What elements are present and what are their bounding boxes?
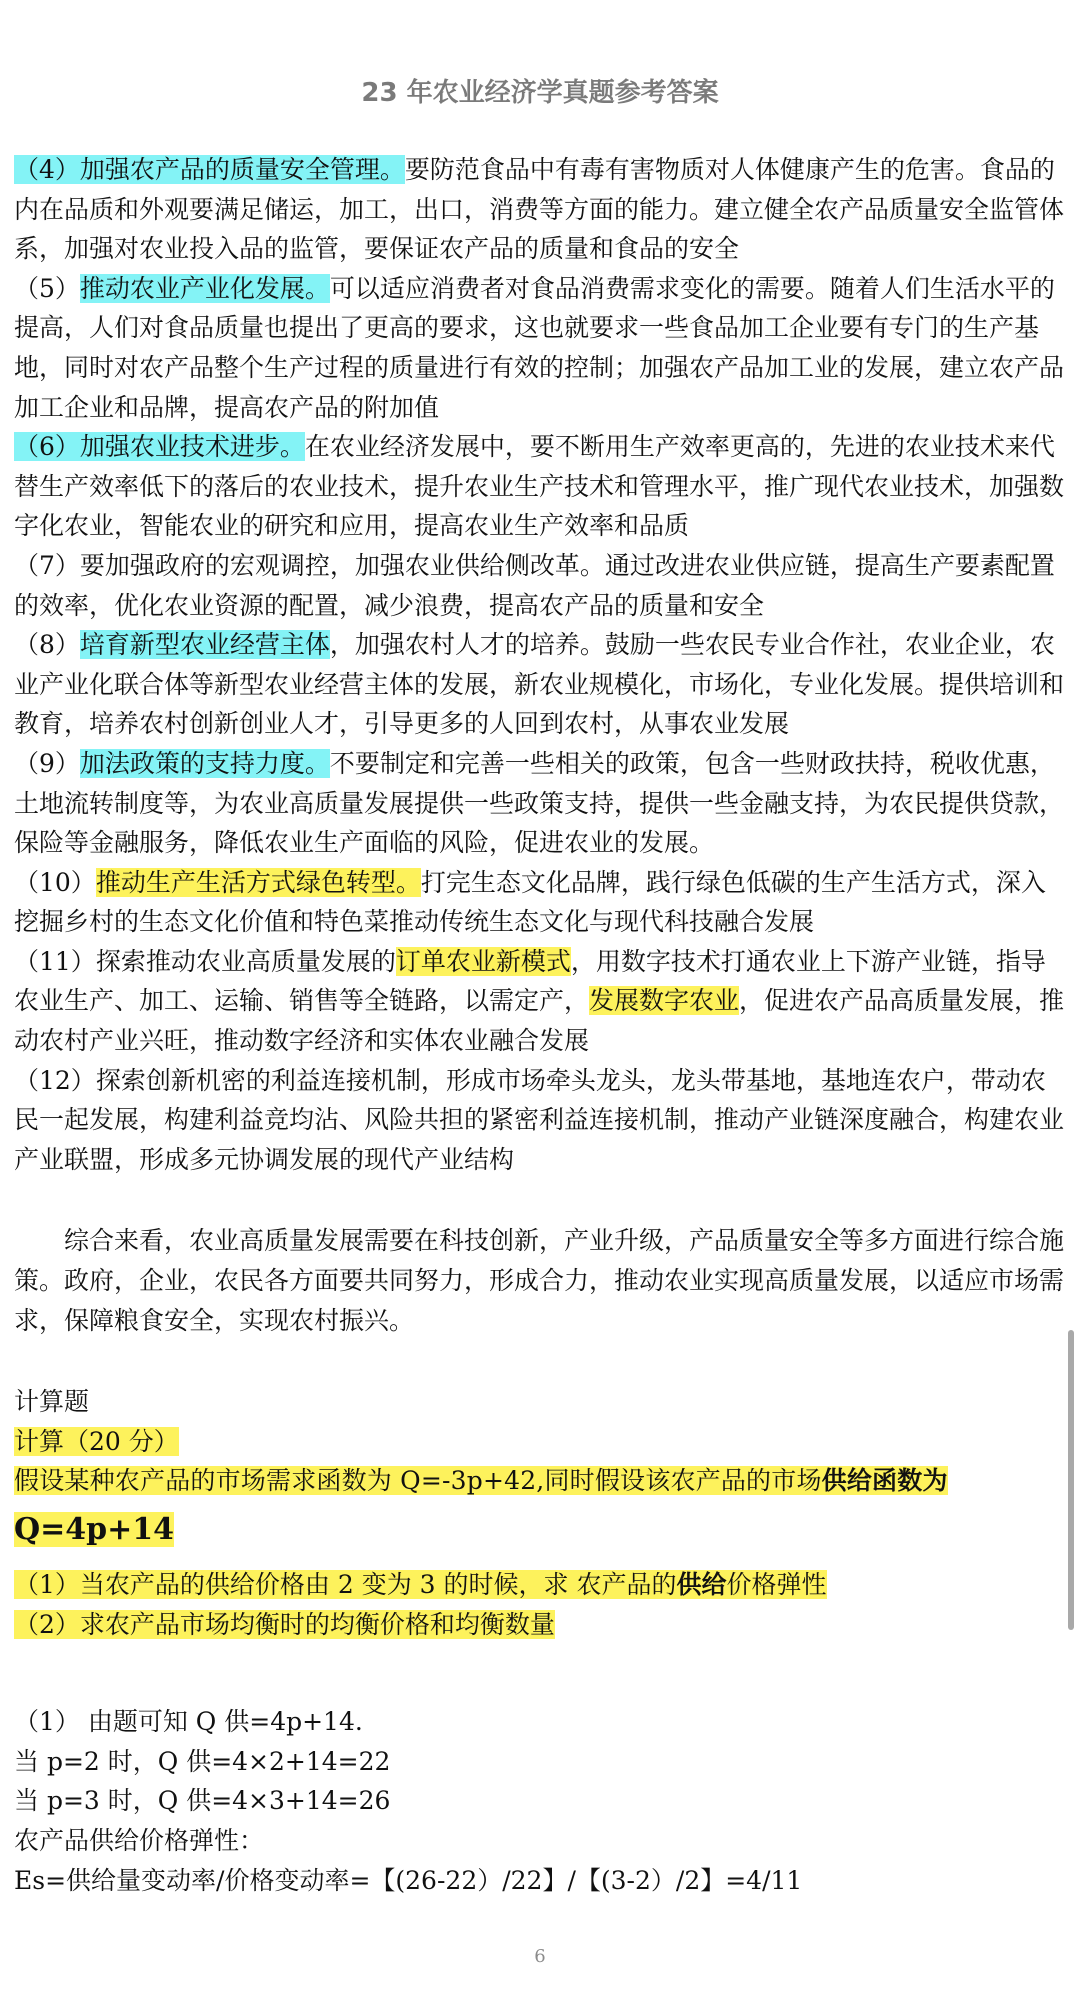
list-item: （6）加强农业技术进步。在农业经济发展中，要不断用生产效率更高的，先进的农业技术来代替生产效率低下的落后的农业技术，提升农业生产技术和管理水平，推广现代农业技术，加强数字化农业，智能农业的研究和应用，提高农业生产效率和品质 bbox=[14, 432, 1065, 541]
list-item: （5）推动农业产业化发展。可以适应消费者对食品消费需求变化的需要。随着人们生活水平的提高，人们对食品质量也提出了更高的要求，这也就要求一些食品加工企业要有专门的生产基地，同时对农产品整个生产过程的质量进行有效的控制；加强农产品加工业的发展，建立农产品加工企业和品牌，提高农产品的附加值 bbox=[14, 273, 1065, 422]
question-1: （1）当农产品的供给价格由 2 变为 3 的时候，求 农产品的供给价格弹性 bbox=[14, 1570, 827, 1599]
calc-subheading: 计算（20 分） bbox=[14, 1426, 179, 1456]
question-2: （2）求农产品市场均衡时的均衡价格和均衡数量 bbox=[14, 1609, 555, 1639]
answer-line: 农产品供给价格弹性： bbox=[14, 1825, 265, 1855]
answer-line: 当 p=3 时，Q 供=4×3+14=26 bbox=[14, 1786, 391, 1816]
list-item: （11）探索推动农业高质量发展的订单农业新模式，用数字技术打通农业上下游产业链，指导农业生产、加工、运输、销售等全链路，以需定产，发展数字农业，促进农产品高质量发展，推动农村产业兴旺，推动数字经济和实体农业融合发展 bbox=[14, 946, 1065, 1056]
answer-line: 当 p=2 时，Q 供=4×2+14=22 bbox=[14, 1746, 391, 1776]
document-body bbox=[14, 150, 1066, 1900]
answer-line: Es=供给量变动率/价格变动率=【(26-22）/22】/【(3-2）/2】=4/11 bbox=[14, 1865, 803, 1895]
list-item: （10）推动生产生活方式绿色转型。打完生态文化品牌，践行绿色低碳的生产生活方式，深入挖掘乡村的生态文化价值和特色菜推动传统生态文化与现代科技融合发展 bbox=[14, 867, 1046, 937]
answer-line: （1） 由题可知 Q 供=4p+14. bbox=[14, 1707, 363, 1737]
calc-heading: 计算题 bbox=[14, 1387, 90, 1417]
summary-paragraph: 综合来看，农业高质量发展需要在科技创新，产业升级，产品质量安全等多方面进行综合施策。政府，企业，农民各方面要共同努力，形成合力，推动农业实现高质量发展，以适应市场需求，保障粮食安全，实现农村振兴。 bbox=[14, 1226, 1065, 1335]
supply-formula: Q=4p+14 bbox=[14, 1512, 175, 1547]
scrollbar[interactable] bbox=[1068, 1330, 1074, 1630]
page-title: 23 年农业经济学真题参考答案 bbox=[361, 78, 719, 108]
page-number: 6 bbox=[534, 1946, 546, 1967]
list-item: （7）要加强政府的宏观调控，加强农业供给侧改革。通过改进农业供应链，提高生产要素配置的效率，优化农业资源的配置，减少浪费，提高农产品的质量和安全 bbox=[14, 550, 1055, 620]
list-item: （8）培育新型农业经营主体，加强农村人才的培养。鼓励一些农民专业合作社，农业企业，农业产业化联合体等新型农业经营主体的发展，新农业规模化，市场化，专业化发展。提供培训和教育，培养农村创新创业人才，引导更多的人回到农村，从事农业发展 bbox=[14, 630, 1065, 739]
list-item: （4）加强农产品的质量安全管理。要防范食品中有毒有害物质对人体健康产生的危害。食品的内在品质和外观要满足储运，加工，出口，消费等方面的能力。建立健全农产品质量安全监管体系，加强对农业投入品的监管，要保证农产品的质量和食品的安全 bbox=[14, 155, 1065, 264]
list-item: （9）加法政策的支持力度。不要制定和完善一些相关的政策，包含一些财政扶持，税收优惠，土地流转制度等，为农业高质量发展提供一些政策支持，提供一些金融支持，为农民提供贷款，保险等金融服务，降低农业生产面临的风险，促进农业的发展。 bbox=[14, 748, 1065, 858]
calc-problem: 假设某种农产品的市场需求函数为 Q=-3p+42,同时假设该农产品的市场供给函数为 bbox=[14, 1466, 948, 1496]
list-item: （12）探索创新机密的利益连接机制，形成市场牵头龙头，龙头带基地，基地连农户，带动农民一起发展，构建利益竞均沾、风险共担的紧密利益连接机制，推动产业链深度融合，构建农业产业联盟，形成多元协调发展的现代产业结构 bbox=[14, 1065, 1065, 1174]
